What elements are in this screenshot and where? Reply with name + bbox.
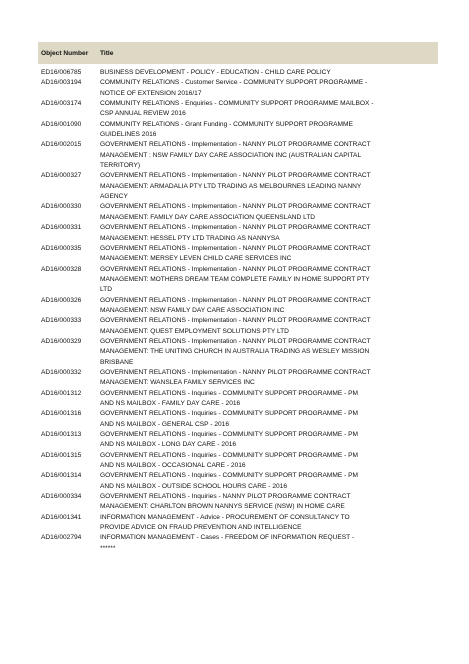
- object-number-cell: AD16/001313: [41, 431, 82, 439]
- title-line: MANAGEMENT: MOTHERS DREAM TEAM COMPLETE FAMILY IN HOME SUPPORT PTY: [100, 275, 370, 283]
- title-line: AND NS MAILBOX - GENERAL CSP - 2016: [100, 420, 229, 428]
- table-row: [38, 202, 438, 223]
- object-number-cell: AD16/001316: [41, 410, 82, 418]
- table-row: [38, 223, 438, 244]
- title-line: CSP ANNUAL REVIEW 2016: [100, 110, 186, 118]
- table-row: [38, 492, 438, 513]
- records-table: [38, 42, 438, 554]
- title-line: GOVERNMENT RELATIONS - Inquiries - COMMUNITY SUPPORT PROGRAMME - PM: [100, 451, 359, 459]
- table-row: [38, 171, 438, 202]
- title-line: MANAGEMENT: CHARLTON BROWN NANNYS SERVICE (NSW) IN HOME CARE: [100, 503, 345, 511]
- title-cell: [100, 202, 438, 223]
- title-line: MANAGEMENT: THE UNITING CHURCH IN AUSTRALIA TRADING AS WESLEY MISSION: [100, 348, 370, 356]
- title-line: GOVERNMENT RELATIONS - Implementation - NANNY PILOT PROGRAMME CONTRACT: [100, 141, 371, 149]
- title-line: AND NS MAILBOX - OUTSIDE SCHOOL HOURS CARE - 2016: [100, 482, 287, 490]
- title-line: GOVERNMENT RELATIONS - Implementation - NANNY PILOT PROGRAMME CONTRACT: [100, 265, 371, 273]
- title-line: MANAGEMENT: ARMADALIA PTY LTD TRADING AS MELBOURNES LEADING NANNY: [100, 182, 362, 190]
- title-cell: [100, 68, 438, 78]
- object-number-cell: AD16/003174: [41, 100, 82, 108]
- title-line: COMMUNITY RELATIONS - Customer Service - COMMUNITY SUPPORT PROGRAMME -: [100, 79, 368, 87]
- table-row: [38, 78, 438, 99]
- title-line: MANAGEMENT: NSW FAMILY DAY CARE ASSOCIATION INC: [100, 306, 285, 314]
- table-header: [38, 42, 438, 64]
- title-cell: [100, 409, 438, 430]
- title-cell: [100, 337, 438, 368]
- table-row: [38, 140, 438, 171]
- title-line: GOVERNMENT RELATIONS - Implementation - NANNY PILOT PROGRAMME CONTRACT: [100, 337, 371, 345]
- title-line: GUIDELINES 2016: [100, 131, 157, 139]
- title-cell: [100, 223, 438, 244]
- table-row: [38, 451, 438, 472]
- title-line: MANAGEMENT : NSW FAMILY DAY CARE ASSOCIATION INC (AUSTRALIAN CAPITAL: [100, 151, 362, 159]
- title-line: COMMUNITY RELATIONS - Grant Funding - COMMUNITY SUPPORT PROGRAMME: [100, 120, 353, 128]
- object-number-cell: AD16/002015: [41, 141, 82, 149]
- title-line: GOVERNMENT RELATIONS - Implementation - NANNY PILOT PROGRAMME CONTRACT: [100, 317, 371, 325]
- title-line: GOVERNMENT RELATIONS - Inquiries - NANNY PILOT PROGRAMME CONTRACT: [100, 493, 351, 501]
- title-cell: [100, 296, 438, 317]
- object-number-cell: AD16/000335: [41, 244, 82, 252]
- object-number-cell: AD16/001315: [41, 451, 82, 459]
- title-line: AND NS MAILBOX - OCCASIONAL CARE - 2016: [100, 462, 246, 470]
- title-line: MANAGEMENT: QUEST EMPLOYMENT SOLUTIONS PTY LTD: [100, 327, 289, 335]
- title-line: GOVERNMENT RELATIONS - Inquiries - COMMUNITY SUPPORT PROGRAMME - PM: [100, 410, 359, 418]
- title-cell: [100, 140, 438, 171]
- title-line: INFORMATION MANAGEMENT - Cases - FREEDOM OF INFORMATION REQUEST -: [100, 534, 355, 542]
- title-cell: [100, 513, 438, 534]
- object-number-cell: AD16/002794: [41, 534, 82, 542]
- title-line: BUSINESS DEVELOPMENT - POLICY - EDUCATION - CHILD CARE POLICY: [100, 69, 331, 76]
- title-line: MANAGEMENT: HESSEL PTY LTD TRADING AS NANNYSA: [100, 234, 280, 242]
- title-line: GOVERNMENT RELATIONS - Inquiries - COMMUNITY SUPPORT PROGRAMME - PM: [100, 472, 359, 480]
- table-row: [38, 316, 438, 337]
- title-line: GOVERNMENT RELATIONS - Implementation - NANNY PILOT PROGRAMME CONTRACT: [100, 368, 371, 376]
- title-cell: [100, 389, 438, 410]
- table-row: [38, 513, 438, 534]
- title-line: GOVERNMENT RELATIONS - Inquiries - COMMUNITY SUPPORT PROGRAMME - PM: [100, 431, 359, 439]
- title-cell: [100, 99, 438, 120]
- object-number-cell: ED16/006785: [41, 69, 82, 76]
- title-line: AGENCY: [100, 193, 128, 201]
- title-cell: [100, 533, 438, 554]
- title-line: MANAGEMENT: FAMILY DAY CARE ASSOCIATION QUEENSLAND LTD: [100, 213, 316, 221]
- object-number-header: Object Number: [41, 49, 89, 57]
- table-body: [38, 68, 438, 554]
- title-cell: [100, 471, 438, 492]
- title-cell: [100, 78, 438, 99]
- object-number-cell: AD16/000332: [41, 368, 82, 376]
- title-line: INFORMATION MANAGEMENT - Advice - PROCUREMENT OF CONSULTANCY TO: [100, 513, 350, 521]
- table-row: [38, 368, 438, 389]
- table-row: [38, 533, 438, 554]
- title-line: GOVERNMENT RELATIONS - Implementation - NANNY PILOT PROGRAMME CONTRACT: [100, 224, 371, 232]
- object-number-cell: AD16/000329: [41, 337, 82, 345]
- table-row: [38, 430, 438, 451]
- table-row: [38, 337, 438, 368]
- title-line: AND NS MAILBOX - FAMILY DAY CARE - 2016: [100, 400, 241, 407]
- table-row: [38, 99, 438, 120]
- title-cell: [100, 451, 438, 472]
- title-line: PROVIDE ADVICE ON FRAUD PREVENTION AND INTELLIGENCE: [100, 524, 302, 532]
- object-number-cell: AD16/000330: [41, 203, 82, 211]
- object-number-cell: AD16/003194: [41, 79, 82, 87]
- object-number-cell: AD16/001090: [41, 120, 82, 128]
- title-cell: [100, 316, 438, 337]
- object-number-cell: AD16/000334: [41, 493, 82, 501]
- table-row: [38, 68, 438, 78]
- table-row: [38, 296, 438, 317]
- title-cell: [100, 120, 438, 141]
- object-number-cell: AD16/001341: [41, 513, 82, 521]
- title-line: GOVERNMENT RELATIONS - Implementation - NANNY PILOT PROGRAMME CONTRACT: [100, 296, 371, 304]
- title-line: GOVERNMENT RELATIONS - Inquiries - COMMUNITY SUPPORT PROGRAMME - PM: [100, 389, 359, 397]
- title-cell: [100, 171, 438, 202]
- title-header: Title: [100, 49, 114, 57]
- table-row: [38, 389, 438, 410]
- table-row: [38, 244, 438, 265]
- title-cell: [100, 430, 438, 451]
- title-line: MANAGEMENT: WANSLEA FAMILY SERVICES INC: [100, 379, 255, 387]
- title-cell: [100, 265, 438, 296]
- table-row: [38, 265, 438, 296]
- title-cell: [100, 492, 438, 513]
- object-number-cell: AD16/001314: [41, 472, 82, 480]
- table-row: [38, 471, 438, 492]
- title-line: TERRITORY): [100, 162, 141, 170]
- object-number-cell: AD16/000326: [41, 296, 82, 304]
- title-line: GOVERNMENT RELATIONS - Implementation - NANNY PILOT PROGRAMME CONTRACT: [100, 203, 371, 211]
- table-row: [38, 409, 438, 430]
- title-line: GOVERNMENT RELATIONS - Implementation - NANNY PILOT PROGRAMME CONTRACT: [100, 244, 371, 252]
- title-line: AND NS MAILBOX - LONG DAY CARE - 2016: [100, 441, 237, 449]
- object-number-cell: AD16/000327: [41, 172, 82, 180]
- title-line: LTD: [100, 286, 112, 294]
- object-number-cell: AD16/000331: [41, 224, 82, 232]
- table-row: [38, 120, 438, 141]
- object-number-cell: AD16/000333: [41, 317, 82, 325]
- title-line: GOVERNMENT RELATIONS - Implementation - NANNY PILOT PROGRAMME CONTRACT: [100, 172, 371, 180]
- title-line: MANAGEMENT: MERSEY LEVEN CHILD CARE SERVICES INC: [100, 255, 292, 263]
- title-cell: [100, 368, 438, 389]
- object-number-cell: AD16/001312: [41, 389, 82, 397]
- title-line: ******: [100, 544, 116, 552]
- title-line: NOTICE OF EXTENSION 2016/17: [100, 89, 202, 97]
- title-cell: [100, 244, 438, 265]
- title-line: COMMUNITY RELATIONS - Enquiries - COMMUNITY SUPPORT PROGRAMME MAILBOX -: [100, 100, 374, 108]
- object-number-cell: AD16/000328: [41, 265, 82, 273]
- title-line: BRISBANE: [100, 358, 134, 366]
